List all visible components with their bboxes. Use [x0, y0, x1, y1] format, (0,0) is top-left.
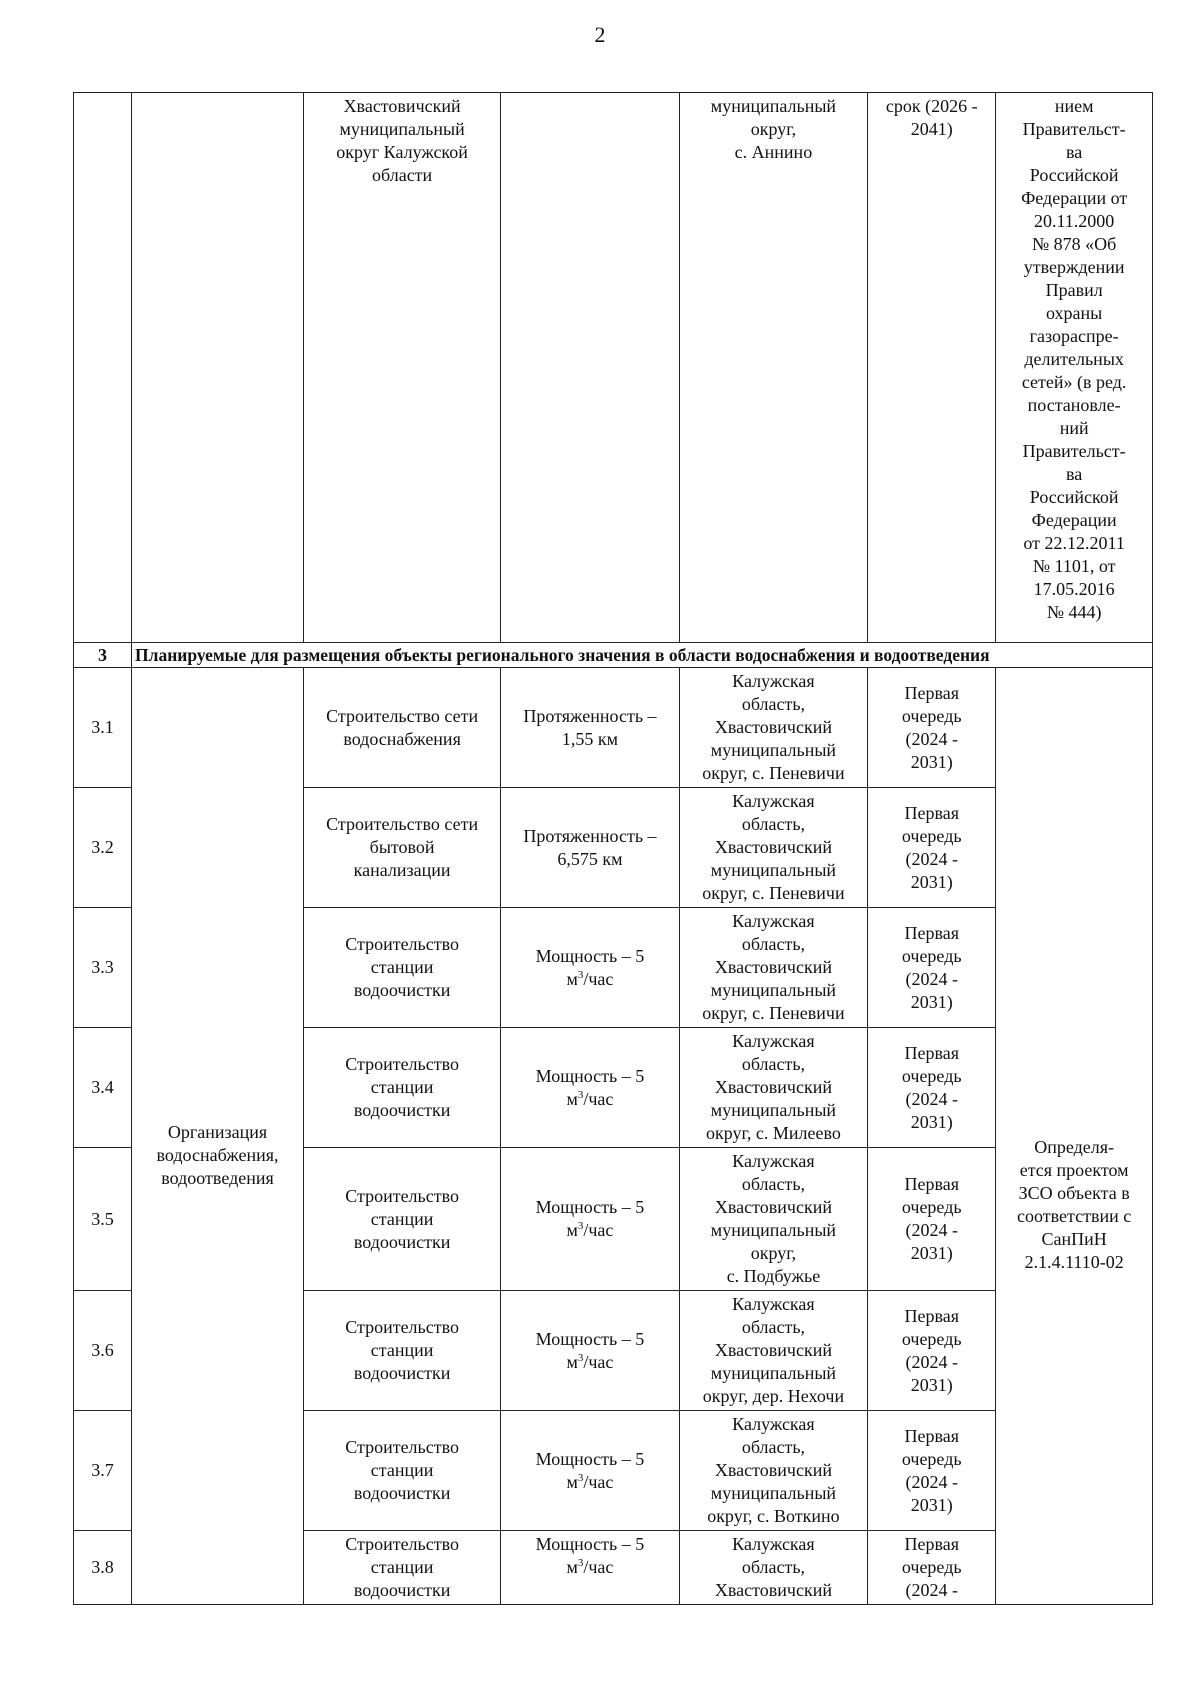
parameter-superscript: 3 [577, 1471, 584, 1484]
object-name: Строительство станции водоочистки [304, 908, 501, 1028]
object-location: Калужская область, Хвастовичский муниципальный округ, с. Подбужье [679, 1148, 867, 1291]
cont-purpose-cell [132, 93, 304, 643]
parameter-text: Мощность – 5 м [535, 1534, 645, 1577]
implementation-term: Первая очередь (2024 - 2031) [868, 1411, 996, 1531]
row-number: 3.6 [74, 1291, 132, 1411]
cont-name-cell: Хвастовичский муниципальный округ Калужской области [304, 93, 501, 643]
parameter-text: Мощность – 5 м [535, 1065, 645, 1109]
implementation-term: Первая очередь (2024 - 2031) [868, 1028, 996, 1148]
implementation-term: Первая очередь (2024 - 2031) [868, 668, 996, 788]
row-number: 3.2 [74, 788, 132, 908]
implementation-term: Первая очередь (2024 - 2031) [868, 1291, 996, 1411]
parameter-unit: /час [583, 1220, 614, 1240]
object-name: Строительство станции водоочистки [304, 1531, 501, 1605]
row-number: 3.8 [74, 1531, 132, 1605]
section-title: Планируемые для размещения объекты регионального значения в области водоснабжения и водоотведения [132, 643, 1153, 668]
object-location: Калужская область, Хвастовичский муниципальный округ, с. Воткино [679, 1411, 867, 1531]
object-parameter [501, 1148, 680, 1291]
cont-location-cell: муниципальный округ, с. Аннино [679, 93, 867, 643]
purpose-cell: Организация водоснабжения, водоотведения [132, 668, 304, 1605]
object-name: Строительство сети водоснабжения [304, 668, 501, 788]
object-location: Калужская область, Хвастовичский [679, 1531, 867, 1605]
cont-num-cell [74, 93, 132, 643]
object-name: Строительство станции водоочистки [304, 1028, 501, 1148]
parameter-text: Мощность – 5 м [535, 1197, 645, 1240]
object-location: Калужская область, Хвастовичский муниципальный округ, с. Пеневичи [679, 908, 867, 1028]
parameter-superscript: 3 [577, 1351, 584, 1364]
implementation-term: Первая очередь (2024 - 2031) [868, 908, 996, 1028]
cont-param-cell [501, 93, 680, 643]
object-location: Калужская область, Хвастовичский муниципальный округ, с. Пеневичи [679, 668, 867, 788]
cont-zone-cell: нием Правительст- ва Российской Федерации от 20.11.2000 № 878 «Об утверждении Правил охраны газораспре- делительных сетей» (в ред. постановле- ний Правительст- ва Российской Федерации от 22.12.2011 № 1101, от 17.05.2016 № 444) [996, 93, 1153, 643]
object-parameter [501, 1411, 680, 1531]
object-location: Калужская область, Хвастовичский муниципальный округ, с. Милеево [679, 1028, 867, 1148]
parameter-unit: /час [583, 1471, 614, 1492]
parameter-unit: /час [583, 1557, 614, 1577]
row-number: 3.5 [74, 1148, 132, 1291]
object-name: Строительство сети бытовой канализации [304, 788, 501, 908]
parameter-text: Протяженность – 1,55 км [523, 705, 657, 749]
parameter-superscript: 3 [577, 1220, 584, 1232]
object-name: Строительство станции водоочистки [304, 1148, 501, 1291]
object-location: Калужская область, Хвастовичский муниципальный округ, с. Пеневичи [679, 788, 867, 908]
section-header-row [74, 643, 1153, 668]
implementation-term: Первая очередь (2024 - 2031) [868, 788, 996, 908]
object-location: Калужская область, Хвастовичский муниципальный округ, дер. Нехочи [679, 1291, 867, 1411]
parameter-text: Протяженность – 6,575 км [523, 825, 657, 869]
parameter-text: Мощность – 5 м [535, 945, 645, 989]
parameter-superscript: 3 [577, 968, 584, 981]
object-parameter [501, 788, 680, 908]
object-name: Строительство станции водоочистки [304, 1291, 501, 1411]
row-number: 3.7 [74, 1411, 132, 1531]
section-number: 3 [74, 643, 132, 668]
parameter-unit: /час [583, 1351, 614, 1372]
object-parameter [501, 668, 680, 788]
row-number: 3.1 [74, 668, 132, 788]
table-row [74, 668, 1153, 788]
parameter-text: Мощность – 5 м [535, 1328, 645, 1372]
object-name: Строительство станции водоочистки [304, 1411, 501, 1531]
continuation-row [74, 93, 1153, 643]
implementation-term: Первая очередь (2024 - 2031) [868, 1148, 996, 1291]
object-parameter [501, 1291, 680, 1411]
row-number: 3.3 [74, 908, 132, 1028]
object-parameter [501, 1028, 680, 1148]
object-parameter [501, 908, 680, 1028]
parameter-superscript: 3 [577, 1557, 584, 1569]
object-parameter [501, 1531, 680, 1605]
row-number: 3.4 [74, 1028, 132, 1148]
page-number: 2 [594, 22, 606, 47]
parameter-text: Мощность – 5 м [535, 1448, 645, 1492]
parameter-superscript: 3 [577, 1088, 584, 1101]
parameter-unit: /час [583, 1088, 614, 1109]
cont-term-cell: срок (2026 - 2041) [868, 93, 996, 643]
implementation-term: Первая очередь (2024 - [868, 1531, 996, 1605]
parameter-unit: /час [583, 968, 614, 989]
zone-cell: Определя- ется проектом ЗСО объекта в соответствии с СанПиН 2.1.4.1110-02 [996, 668, 1153, 1605]
planning-table [73, 92, 1153, 1605]
